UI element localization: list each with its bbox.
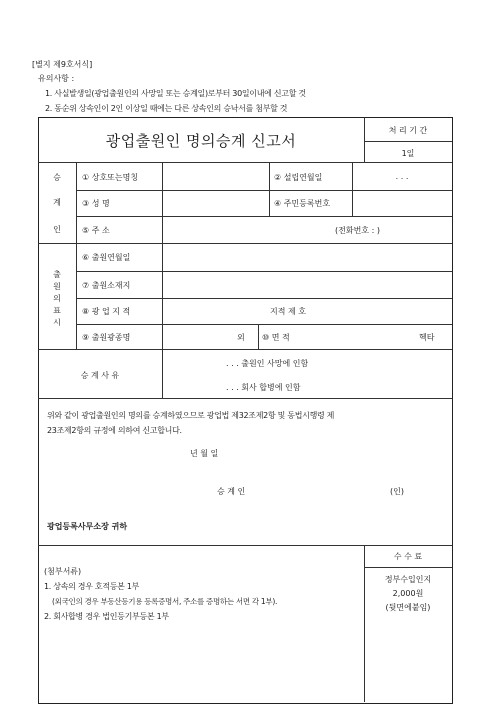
app-date-field[interactable] [164, 245, 450, 269]
name-label: ③ 성 명 [82, 199, 110, 208]
app-location-field[interactable] [164, 273, 450, 297]
attachment-item: 1. 상속의 경우 호적등본 1부 [44, 582, 140, 591]
application-section-label-3: 의 [53, 294, 61, 303]
processing-period-label: 처 리 기 간 [388, 126, 428, 135]
address-label: ⑤ 주 소 [82, 226, 110, 235]
id-number-field[interactable] [354, 192, 450, 215]
phone-field[interactable]: (전화번호 : ) [335, 226, 380, 235]
form-number: [별지 제9호서식] [32, 60, 93, 69]
mineral-label: ⑨ 출원광종명 [82, 333, 131, 342]
trade-name-field[interactable] [164, 164, 268, 189]
reason-death[interactable]: . . . 출원인 사망에 인함 [226, 359, 309, 368]
fee-stamp-line-1: 정부수입인지 [384, 575, 432, 584]
area-label: ⑩ 면 적 [262, 333, 290, 342]
declaration-line-2: 23조제2항의 규정에 의하여 신고합니다. [47, 426, 182, 435]
address-field[interactable] [164, 218, 334, 241]
application-section-label-5: 시 [53, 318, 61, 327]
notes-heading: 유의사항 : [38, 74, 75, 83]
application-section-label-1: 출 [53, 270, 61, 279]
fee-stamp-line-2: 2,000원 [392, 589, 424, 598]
seal-mark: (인) [390, 487, 404, 496]
application-section-label-4: 표 [53, 306, 61, 315]
note-item: 1. 사실발생일(광업출원인의 사망일 또는 승계일)로부터 30일이내에 신고할 것 [45, 89, 306, 98]
mineral-field[interactable] [164, 326, 234, 348]
est-date-label: ② 설립연월일 [274, 173, 323, 182]
fee-label: 수 수 료 [393, 552, 423, 561]
est-date-field[interactable]: . . . [395, 172, 409, 181]
application-section-label-2: 원 [53, 282, 61, 291]
id-number-label: ④ 주민등록번호 [274, 199, 331, 208]
declaration-line-1: 위와 같이 광업출원인의 명의를 승계하였으므로 광업법 제32조제2항 및 동법시행령 제 [47, 411, 335, 420]
successor-section-label-3: 인 [53, 225, 61, 234]
note-item: 2. 동순위 상속인이 2인 이상일 때에는 다른 상속인의 승낙서를 첨부할 것 [45, 104, 288, 113]
processing-period-value: 1일 [401, 149, 415, 158]
reason-merger[interactable]: . . . 회사 합병에 인함 [226, 383, 301, 392]
fee-stamp-line-3: (뒷면에붙임) [385, 603, 431, 612]
app-location-label: ⑦ 출원소재지 [82, 281, 131, 290]
map-sheet-field[interactable]: 지적 제 호 [270, 307, 306, 316]
attachment-item: 2. 회사합병 경우 법인등기부등본 1부 [44, 612, 169, 621]
area-field[interactable] [337, 326, 417, 348]
declaration-date[interactable]: 년 월 일 [190, 449, 219, 458]
app-date-label: ⑥ 출원연월일 [82, 253, 131, 262]
name-field[interactable] [164, 192, 268, 215]
attachments-heading: (첨부서류) [44, 567, 82, 576]
mineral-suffix: 외 [237, 333, 245, 342]
form-title: 광업출원인 명의승계 신고서 [105, 132, 297, 150]
trade-name-label: ① 상호또는명칭 [82, 173, 139, 182]
map-sheet-label: ⑧ 광 업 지 적 [82, 307, 131, 316]
successor-section-label-1: 승 [53, 173, 61, 182]
reason-label: 승 계 사 유 [80, 371, 120, 380]
recipient: 광업등록사무소장 귀하 [47, 522, 128, 531]
successor-section-label-2: 계 [53, 198, 61, 207]
signer-label: 승 계 인 [217, 487, 246, 496]
attachment-item: (외국인의 경우 부동산등기용 등록증명서, 주소를 증명하는 서면 각 1부). [52, 597, 278, 606]
area-unit: 헥타 [419, 333, 435, 342]
